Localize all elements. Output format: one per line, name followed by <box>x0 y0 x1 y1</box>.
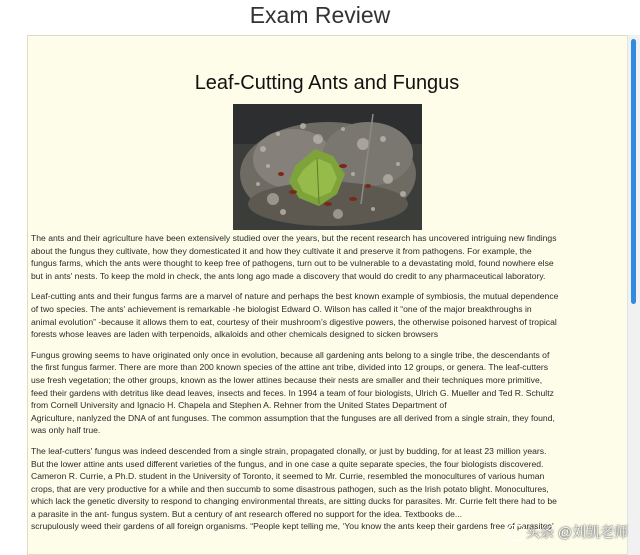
ants-photo-illustration <box>233 104 422 230</box>
text-line: was only half true. <box>31 425 101 436</box>
text-line: about the fungus they cultivate, how they domesticated it and how they cultivate it and preserve it from pathogens. For example, the <box>31 245 532 256</box>
text-line: crops, that are very productive for a while and then succumb to some disastrous pathogen, such as the Irish potato blight. Monocultures, <box>31 483 549 494</box>
text-line: feed their gardens with detritus like dead leaves, insects and feces. In 1994 a team of four biologists, Ulrich G. Mueller and Ted R. Schultz <box>31 387 554 398</box>
text-line: scrupulously weed their gardens of all foreign organisms. “People kept telling me, ‘You know the ants keep their gardens free of parasites’ <box>31 521 554 532</box>
watermark-logo-icon <box>508 525 524 541</box>
text-line: the first fungus farmer. There are more than 200 known species of the attine ant tribe, divided into 12 groups, or genera. The leaf-cutters <box>31 362 549 373</box>
page-title: Exam Review <box>249 2 391 28</box>
text-line: Cameron R. Currie, a Ph.D. student in the University of Toronto, it seemed to Mr. Currie, resembled the monocultures of various human <box>31 471 545 482</box>
text-line: use fresh vegetation; the other groups, known as the lower attines because their nests are smaller and their techniques more primitive, <box>31 374 543 385</box>
text-line: But the lower attine ants used different varieties of the fungus, and in one case a quite separate species, the four biologists discovered. <box>31 458 544 469</box>
text-line: fungus farms, which the ants were thought to keep free of pathogens, turn out to be vulnerable to a devastating mold, found nowhere else <box>31 258 554 269</box>
text-line: which lack the genetic diversity to respond to changing environmental threats, are sitting ducks for parasites. Mr. Currie felt there had to be <box>31 496 557 507</box>
text-line: forests whose leaves are laden with terpenoids, alkaloids and other chemicals designed to sicken browsers <box>31 329 438 340</box>
article-title: Leaf-Cutting Ants and Fungus <box>194 72 460 94</box>
paragraph-1 <box>31 232 623 282</box>
scrollbar-thumb[interactable] <box>631 39 636 304</box>
article-body <box>31 232 623 533</box>
text-line: The ants and their agriculture have been extensively studied over the years, but the recent research has uncovered intriguing new findings <box>31 233 557 243</box>
text-line: Leaf-cutting ants and their fungus farms are a marvel of nature and perhaps the best known example of symbiosis, the mutual dependence <box>31 291 559 302</box>
paragraph-2 <box>31 290 623 340</box>
watermark <box>508 518 628 546</box>
text-line: of two species. The ants' achievement is remarkable -he biologist Edward O. Wilson has called it “one of the major breakthroughs in <box>31 303 532 314</box>
text-line: animal evolution” -because it allows them to eat, courtesy of their mushroom’s digestive powers, the otherwise poisoned harvest of tropical <box>31 316 557 327</box>
text-line: but in ants' nests. To keep the mold in check, the ants long ago made a discovery that would do credit to any pharmaceutical laboratory. <box>31 270 546 281</box>
text-line: Fungus growing seems to have originated only once in evolution, because all gardening ants belong to a single tribe, the descendants of <box>31 349 550 360</box>
text-line: a parasite in the ant- fungus system. But a century of ant research offered no support for the idea. Textbooks de... <box>31 508 463 519</box>
article-panel[interactable] <box>27 35 627 555</box>
article-content <box>31 36 623 541</box>
leaf-cutting-ants-photo <box>233 104 422 230</box>
watermark-text: 头条 @刘凯老师 <box>526 524 629 540</box>
vertical-scrollbar[interactable] <box>627 35 640 555</box>
text-line: The leaf-cutters' fungus was indeed descended from a single strain, propagated clonally, or just by budding, for at least 23 million years. <box>31 445 547 456</box>
paragraph-3 <box>31 349 623 437</box>
text-line: Agriculture, nanlyzed the DNA of ant funguses. The common assumption that the funguses are all derived from a single strain, they found, <box>31 412 555 423</box>
text-line: from Cornell University and Ignacio H. Chapela and Stephen A. Rehner from the United States Department of <box>31 400 447 411</box>
